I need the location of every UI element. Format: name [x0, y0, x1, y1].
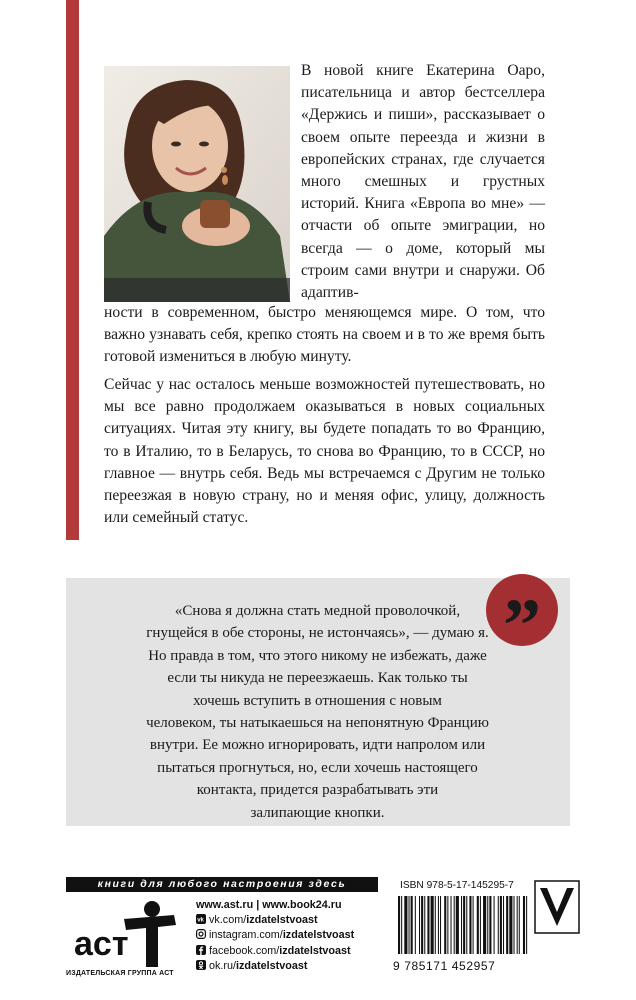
facebook-icon — [196, 945, 206, 955]
barcode-bar — [401, 896, 402, 954]
barcode-bar — [438, 896, 439, 954]
barcode-bar — [494, 896, 495, 954]
barcode-bar — [514, 896, 515, 954]
barcode-bar — [480, 896, 481, 954]
quote-text — [80, 600, 555, 824]
description-paragraph-second: Сейчас у нас осталось меньше возможностей путешествовать, но мы все равно продолжаем оказываться в новых социальных ситуациях. Читая эту книгу, вы будете попадать то во Францию, то в Италию, то в Беларусь, то снова во Францию, то в СССР, но главное — внутрь себя. Ведь мы встречаемся с Другим не только переезжая в новую страну, но и меняя офис, улицу, должность или семейный статус. — [104, 376, 545, 527]
social-link-instagram[interactable] — [196, 928, 354, 943]
svg-text:vk: vk — [197, 917, 204, 924]
barcode-bar — [463, 896, 465, 954]
vk-icon — [196, 914, 206, 924]
barcode-bar — [435, 896, 436, 954]
publisher-group-label: ИЗДАТЕЛЬСКАЯ ГРУППА АСТ — [66, 970, 174, 977]
quote-line: Но правда в том, что этого никому не избежать, даже — [148, 647, 487, 664]
barcode-bar — [454, 896, 455, 954]
barcode-bar — [503, 896, 504, 954]
slogan-banner: книги для любого настроения здесь — [66, 877, 378, 892]
social-handle: izdatelstvoast — [236, 959, 308, 972]
social-handle: izdatelstvoast — [282, 929, 355, 942]
barcode-bar — [421, 896, 423, 954]
barcode-bar — [489, 896, 491, 954]
social-handle: izdatelstvoast — [279, 944, 351, 957]
isbn-label: ISBN 978-5-17-145295-7 — [400, 880, 514, 891]
social-prefix: vk.com/ — [209, 914, 247, 927]
description-paragraph-continuation: ности в современном, быстро меняющемся мире. О том, что важно узнавать себя, крепко стоять на своем и в то же время быть готовой измениться в любую минуту. — [104, 304, 545, 366]
website-links[interactable]: www.ast.ru | www.book24.ru — [196, 899, 342, 911]
barcode-bar — [447, 896, 448, 954]
social-link-vk[interactable] — [196, 913, 354, 928]
red-accent-bar — [66, 0, 79, 540]
ast-logo — [66, 897, 184, 971]
barcode-bar — [424, 896, 425, 954]
barcode-bar — [456, 896, 459, 954]
logo-text: аст — [74, 925, 129, 963]
barcode-bar — [517, 896, 518, 954]
publisher-links — [196, 898, 354, 974]
barcode-bar — [461, 896, 462, 954]
barcode-bar — [473, 896, 474, 954]
barcode — [398, 896, 528, 954]
quote-line: «Снова я должна стать медной проволочкой, — [174, 603, 461, 619]
quote-line: пытаться прогнуться, но, если хочешь настоящего — [157, 759, 478, 776]
barcode-bar — [469, 896, 471, 954]
barcode-bar — [466, 896, 467, 954]
ok-icon — [196, 960, 206, 970]
barcode-bar — [427, 896, 429, 954]
ean-number: 9 785171 452957 — [393, 959, 496, 973]
barcode-bar — [477, 896, 479, 954]
quote-line: человеком, ты натыкаешься на непонятную Францию — [146, 715, 489, 732]
barcode-bar — [498, 896, 499, 954]
quote-line: хочешь вступить в отношения с новым — [193, 692, 442, 709]
social-link-facebook[interactable] — [196, 944, 354, 959]
social-prefix: facebook.com/ — [209, 944, 280, 957]
barcode-bar — [500, 896, 502, 954]
barcode-bar — [404, 896, 407, 954]
barcode-bar — [526, 896, 527, 954]
barcode-bar — [409, 896, 410, 954]
barcode-bar — [440, 896, 441, 954]
social-prefix: instagram.com/ — [209, 929, 283, 942]
barcode-bar — [431, 896, 434, 954]
barcode-bar — [419, 896, 420, 954]
quote-mark-icon: ” — [486, 574, 558, 646]
barcode-bar — [487, 896, 488, 954]
social-prefix: ok.ru/ — [209, 959, 237, 972]
barcode-bar — [483, 896, 486, 954]
quote-line: залипающие кнопки. — [250, 804, 385, 821]
barcode-bar — [444, 896, 446, 954]
barcode-bar — [506, 896, 508, 954]
barcode-bar — [398, 896, 400, 954]
quote-line: внутри. Ее можно игнорировать, идти напролом или — [149, 737, 486, 754]
barcode-bar — [523, 896, 525, 954]
author-photo — [104, 66, 290, 302]
barcode-bar — [411, 896, 413, 954]
quote-line: гнущейся в обе стороны, не истончаясь», — думаю я. — [146, 625, 489, 642]
quote-line: контакта, придется разрабатывать эти — [196, 782, 439, 799]
description-paragraph-top: В новой книге Екатерина Оаро, писательница и автор бестселлера «Держись и пиши», рассказывает о своем опыте переезда и жизни в европейских странах, где случается много смешных и грустных историй. Книга «Европа во мне» — отчасти об опыте эмиграции, но всегда — о доме, который мы строим сами внутри и снаружи. Об адаптив- — [301, 62, 545, 302]
barcode-bar — [519, 896, 520, 954]
instagram-icon — [196, 929, 206, 939]
quote-line: если ты никуда не переезжаешь. Как только ты — [167, 670, 468, 687]
imprint-v-logo — [534, 880, 580, 934]
social-handle: izdatelstvoast — [246, 914, 318, 927]
barcode-bar — [415, 896, 416, 954]
barcode-bar — [509, 896, 512, 954]
social-link-ok[interactable] — [196, 959, 354, 974]
barcode-bar — [451, 896, 452, 954]
